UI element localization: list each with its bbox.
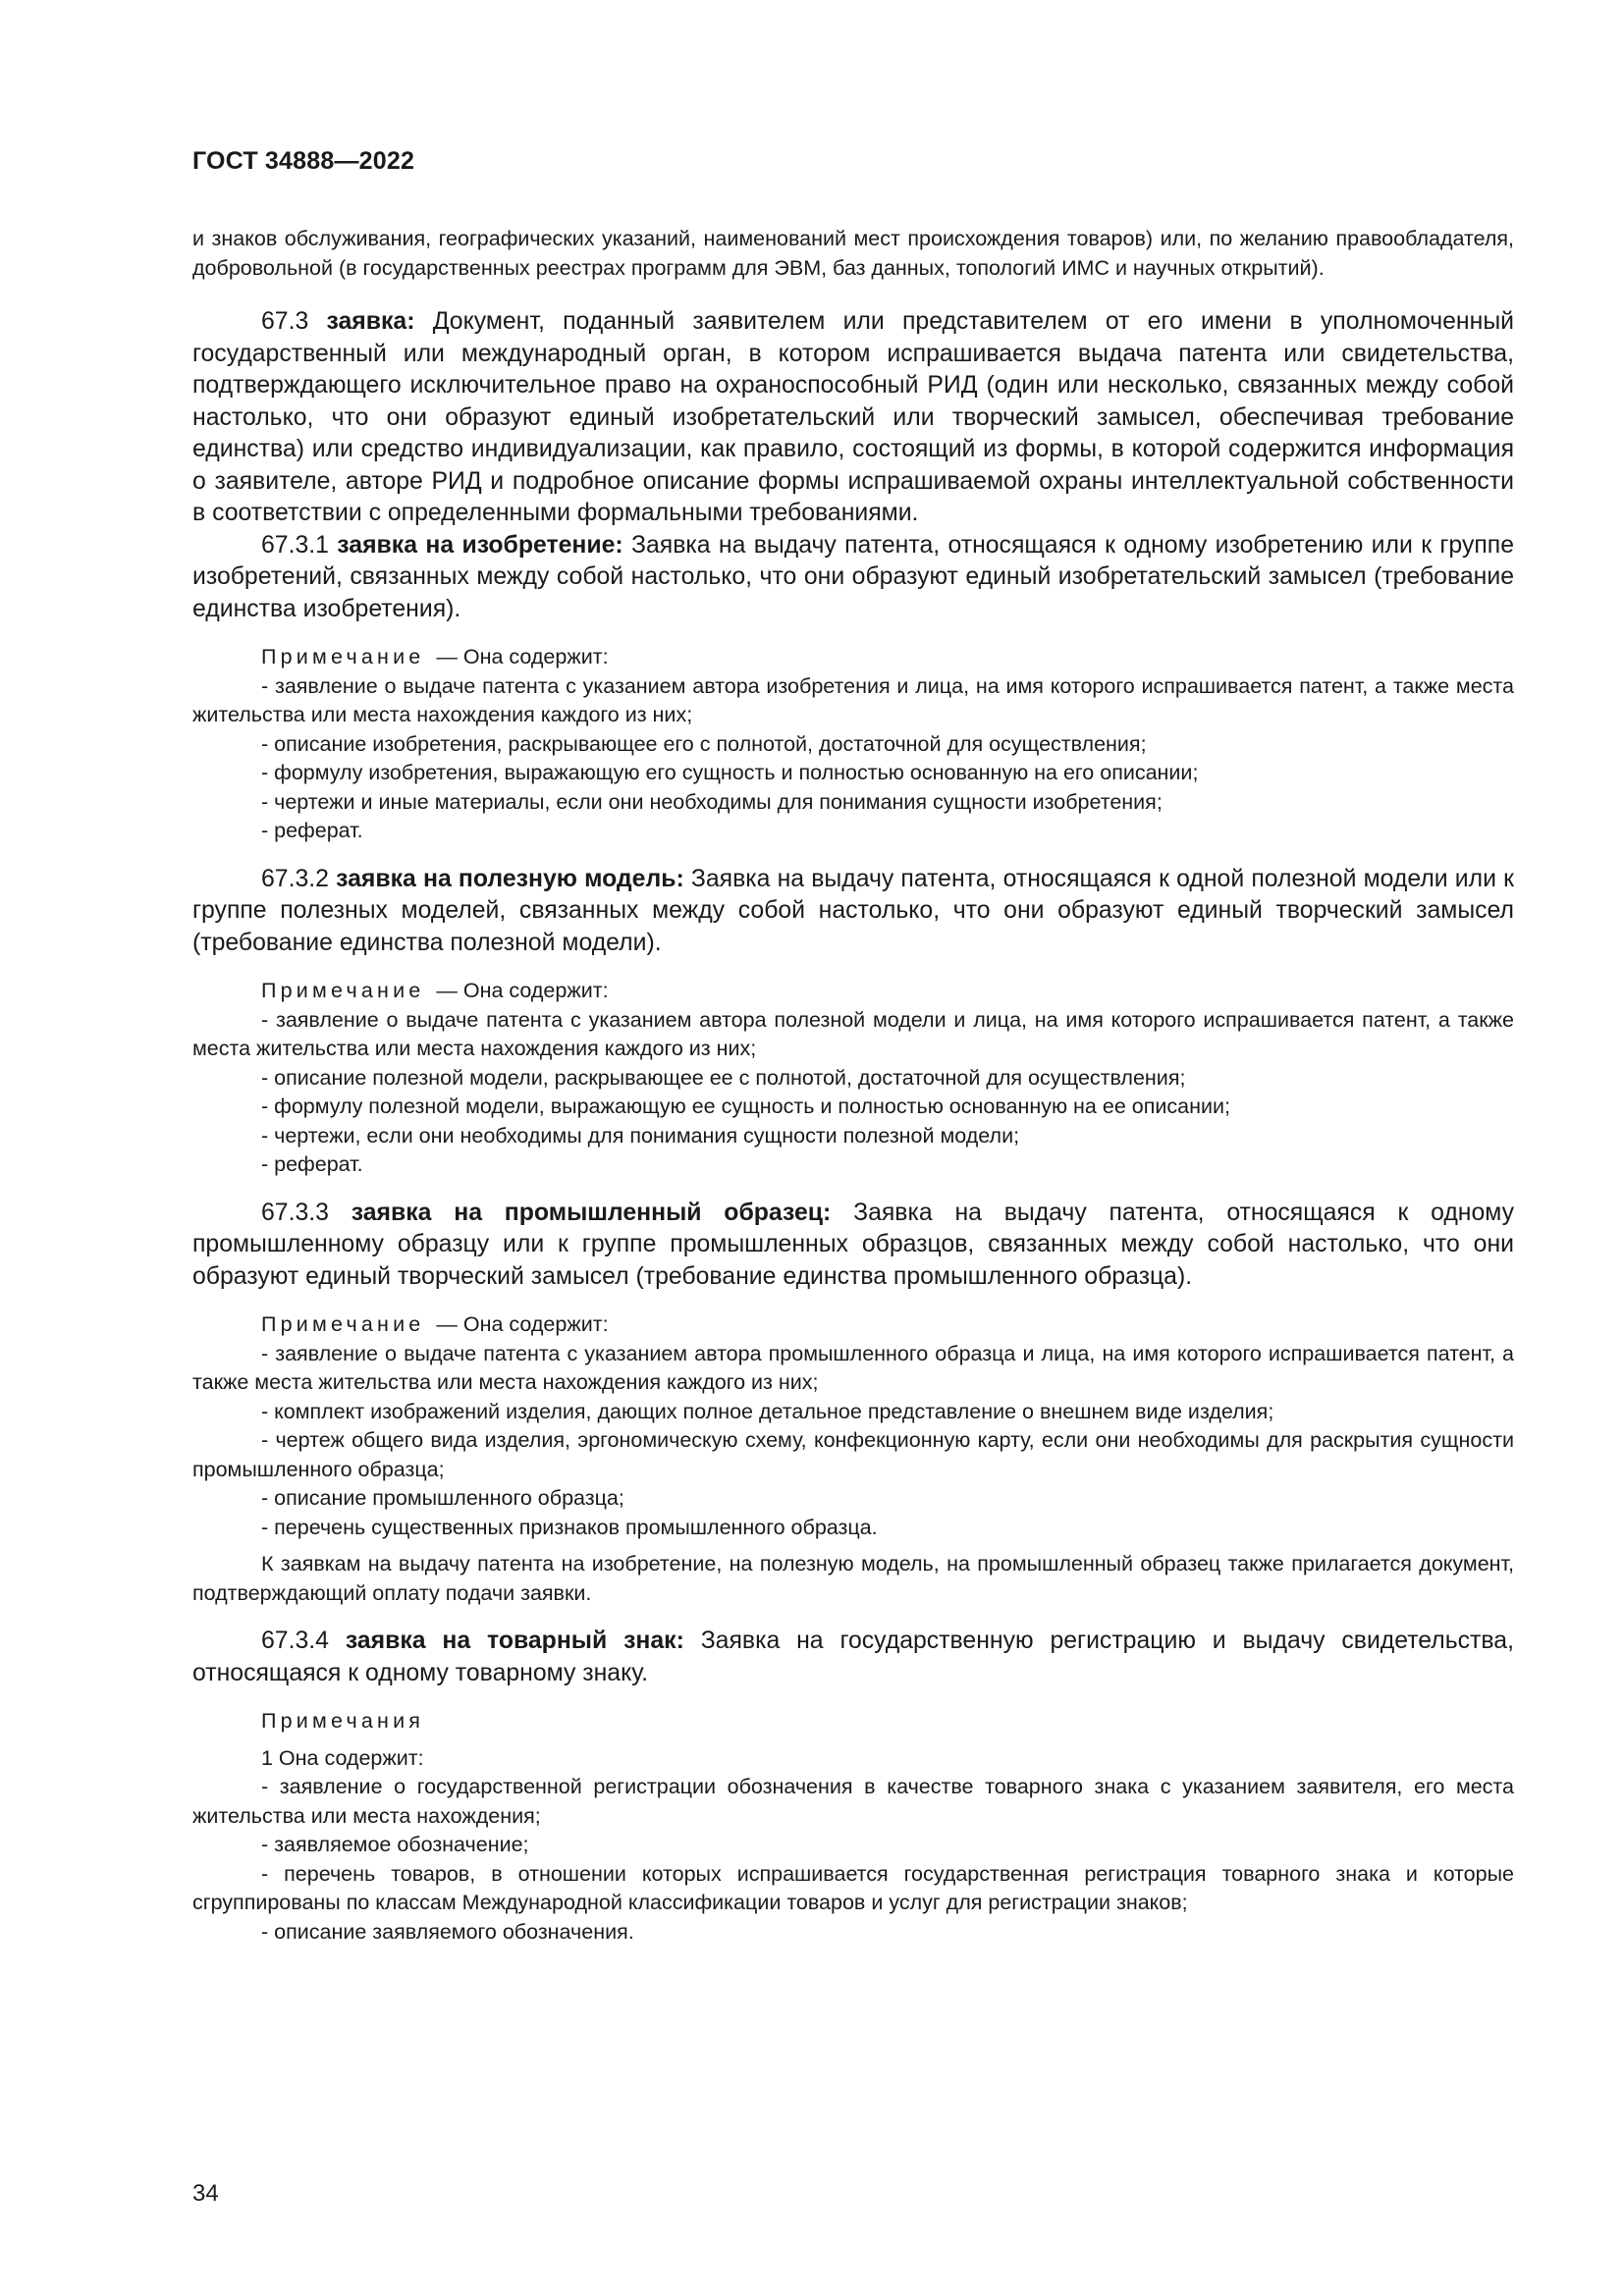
section-text: Заявка на государственную регистрацию и выдачу свидетельства, относящаяся к одному товарному знаку.	[192, 1628, 1514, 1686]
note-text: — Она содержит:	[436, 979, 609, 1002]
list-item: - чертежи, если они необходимы для понимания сущности полезной модели;	[261, 1123, 1020, 1148]
list-item: - заявление о выдаче патента с указанием автора промышленного образца и лица, на имя которого испрашивается патент, а также места жительства или места нахождения каждого из них;	[192, 1341, 1514, 1394]
list-item: - заявление о выдаче патента с указанием автора полезной модели и лица, на имя которого испрашивается патент, а также места жительства или места нахождения каждого из них;	[192, 1007, 1514, 1060]
list-item: - описание изобретения, раскрывающее его с полнотой, достаточной для осуществления;	[261, 731, 1147, 756]
section-text: Заявка на выдачу патента, относящаяся к одному изобретению или к группе изобретений, связанных между собой настолько, что они образуют единый изобретательский замысел (требование единства изобретения).	[192, 531, 1514, 622]
note-text: — Она содержит:	[436, 1312, 609, 1336]
list-item: - чертежи и иные материалы, если они необходимы для понимания сущности изобретения;	[261, 789, 1163, 814]
section-67-3-1	[192, 530, 1514, 626]
list-item: - формулу полезной модели, выражающую ее сущность и полностью основанную на ее описании;	[261, 1095, 1230, 1118]
page-content	[192, 224, 1514, 1947]
section-number: 67.3.1	[261, 531, 329, 559]
list-item: - формулу изобретения, выражающую его сущность и полностью основанную на его описании;	[261, 761, 1199, 784]
list-item: - описание полезной модели, раскрывающее ее с полнотой, достаточной для осуществления;	[261, 1065, 1186, 1090]
document-header: ГОСТ 34888—2022	[192, 147, 415, 175]
list-item: - описание промышленного образца;	[261, 1486, 624, 1510]
list-item: - заявление о выдаче патента с указанием автора изобретения и лица, на имя которого испрашивается патент, а также места жительства или места нахождения каждого из них;	[192, 673, 1514, 726]
note-label: Примечание	[261, 979, 425, 1002]
list-item: - заявляемое обозначение;	[261, 1833, 529, 1856]
list-item: - перечень товаров, в отношении которых испрашивается государственная регистрация товарного знака и которые сгруппированы по классам Международной классификации товаров и услуг для регистрации знаков;	[192, 1861, 1514, 1914]
section-term: заявка на промышленный образец:	[351, 1199, 832, 1226]
list-item: - реферат.	[261, 1152, 363, 1176]
section-term: заявка на изобретение:	[337, 531, 623, 559]
note-label: Примечания	[261, 1709, 425, 1733]
note-text: — Она содержит:	[436, 645, 609, 668]
section-number: 67.3.2	[261, 865, 329, 892]
section-term: заявка на товарный знак:	[345, 1628, 684, 1654]
section-67-3-4	[192, 1626, 1514, 1689]
list-item: - описание заявляемого обозначения.	[261, 1919, 634, 1944]
section-number: 67.3.4	[261, 1628, 329, 1654]
section-67-3-2	[192, 864, 1514, 960]
note-67-3-2	[192, 977, 1514, 1006]
section-number: 67.3	[261, 308, 309, 335]
list-item: - комплект изображений изделия, дающих полное детальное представление о внешнем виде изделия;	[261, 1399, 1274, 1423]
list-item: - заявление о государственной регистрации обозначения в качестве товарного знака с указанием заявителя, его места жительства или места нахождения;	[192, 1775, 1514, 1828]
list-item: - перечень существенных признаков промышленного образца.	[261, 1515, 878, 1539]
list-item: - реферат.	[261, 819, 363, 842]
list-item: - чертеж общего вида изделия, эргономическую схему, конфекционную карту, если они необходимы для раскрытия сущности промышленного образца;	[192, 1428, 1514, 1481]
section-67-3-3	[192, 1198, 1514, 1294]
note-subtitle: 1 Она содержит:	[261, 1745, 424, 1770]
section-number: 67.3.3	[261, 1199, 329, 1226]
page-number: 34	[192, 2180, 219, 2207]
section-text: Документ, поданный заявителем или представителем от его имени в уполномоченный государственный или международный орган, в котором испрашивается выдача патента или свидетельства, подтверждающего исключительное право на охраноспособный РИД (один или несколько, связанных между собой настолько, что они образуют единый изобретательский или творческий замысел, обеспечивая требование единства) или средство индивидуализации, как правило, состоящий из формы, в которой содержится информация о заявителе, авторе РИД и подробное описание формы испрашиваемой охраны интеллектуальной собственности в соответствии с определенными формальными требованиями.	[192, 308, 1514, 526]
note-67-3-3	[192, 1310, 1514, 1340]
intro-paragraph: и знаков обслуживания, географических указаний, наименований мест происхождения товаров) или, по желанию правообладателя, добровольной (в государственных реестрах программ для ЭВМ, баз данных, топологий ИМС и научных открытий).	[192, 227, 1514, 280]
note-label: Примечание	[261, 645, 425, 668]
note-67-3-4	[192, 1707, 1514, 1736]
note-67-3-1	[192, 643, 1514, 672]
section-text: Заявка на выдачу патента, относящаяся к одной полезной модели или к группе полезных моделей, связанных между собой настолько, что они образуют единый творческий замысел (требование единства полезной модели).	[192, 865, 1514, 956]
section-text: Заявка на выдачу патента, относящаяся к одному промышленному образцу или к группе промышленных образцов, связанных между собой настолько, что они образуют единый творческий замысел (требование единства промышленного образца).	[192, 1199, 1515, 1290]
section-67-3	[192, 306, 1514, 530]
section-term: заявка:	[326, 308, 415, 335]
note-label: Примечание	[261, 1312, 425, 1336]
section-term: заявка на полезную модель:	[336, 865, 684, 892]
closing-paragraph: К заявкам на выдачу патента на изобретение, на полезную модель, на промышленный образец также прилагается документ, подтверждающий оплату подачи заявки.	[192, 1552, 1514, 1605]
